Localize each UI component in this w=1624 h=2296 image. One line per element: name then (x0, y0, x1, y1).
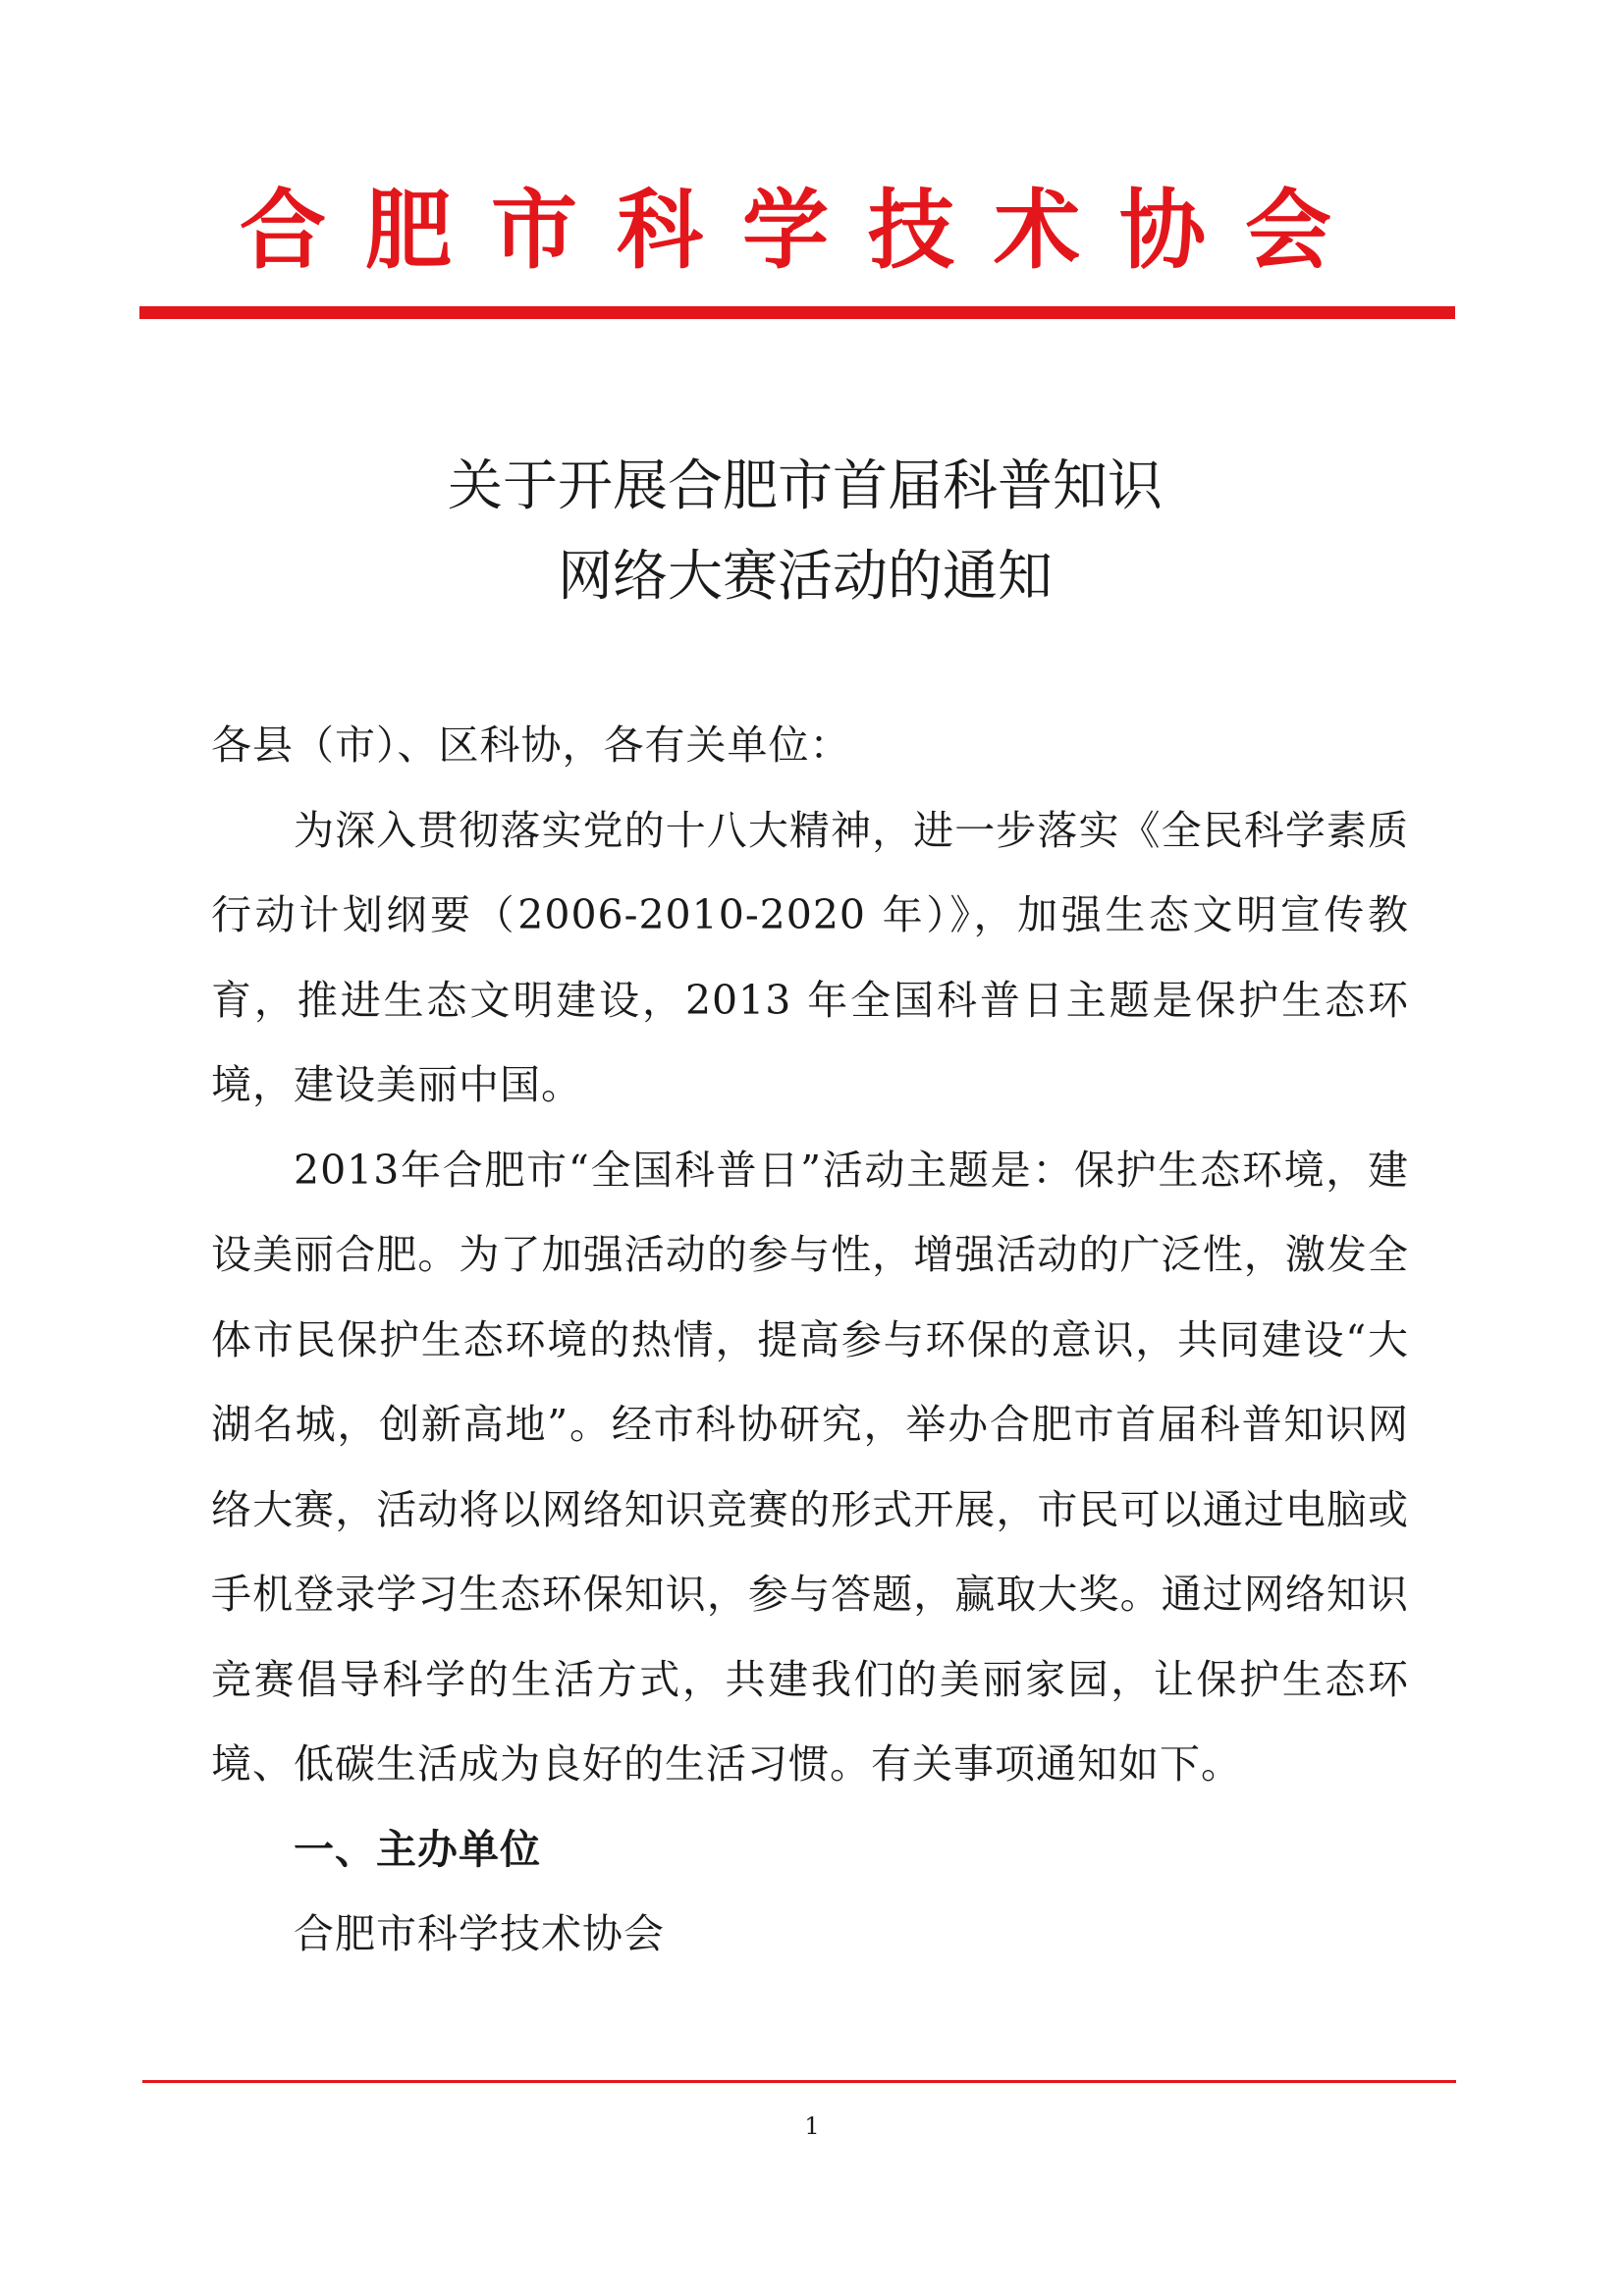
section-1-content: 合肥市科学技术协会 (294, 1910, 665, 1957)
page-number: 1 (804, 2112, 820, 2140)
paragraph-2: 2013年合肥市“全国科普日”活动主题是：保护生态环境，建设美丽合肥。为了加强活动的参与性，增强活动的广泛性，激发全体市民保护生态环境的热情，提高参与环保的意识，共同建设“大湖名城，创新高地”。经市科协研究，举办合肥市首届科普知识网络大赛，活动将以网络知识竞赛的形式开展，市民可以通过电脑或手机登录学习生态环保知识，参与答题，赢取大奖。通过网络知识竞赛倡导科学的生活方式，共建我们的美丽家园，让保护生态环境、低碳生活成为良好的生活习惯。有关事项通知如下。 (211, 1146, 1409, 1788)
masthead-org-name: 合肥市科学技术协会 (239, 180, 1371, 281)
paragraph-1: 为深入贯彻落实党的十八大精神，进一步落实《全民科学素质行动计划纲要（2006-2010-2020 年）》，加强生态文明宣传教育，推进生态文明建设，2013 年全国科普日主题是保护生态环境，建设美丽中国。 (211, 806, 1409, 1108)
masthead-red-rule (139, 306, 1455, 319)
title-line-2: 网络大赛活动的通知 (558, 545, 1053, 609)
document-body (211, 703, 1409, 1977)
salutation: 各县（市）、区科协，各有关单位： (211, 721, 851, 769)
document-title (196, 442, 1414, 622)
title-line-1: 关于开展合肥市首届科普知识 (448, 454, 1163, 518)
footer-red-rule (142, 2080, 1456, 2083)
section-1-heading: 一、主办单位 (294, 1825, 541, 1873)
